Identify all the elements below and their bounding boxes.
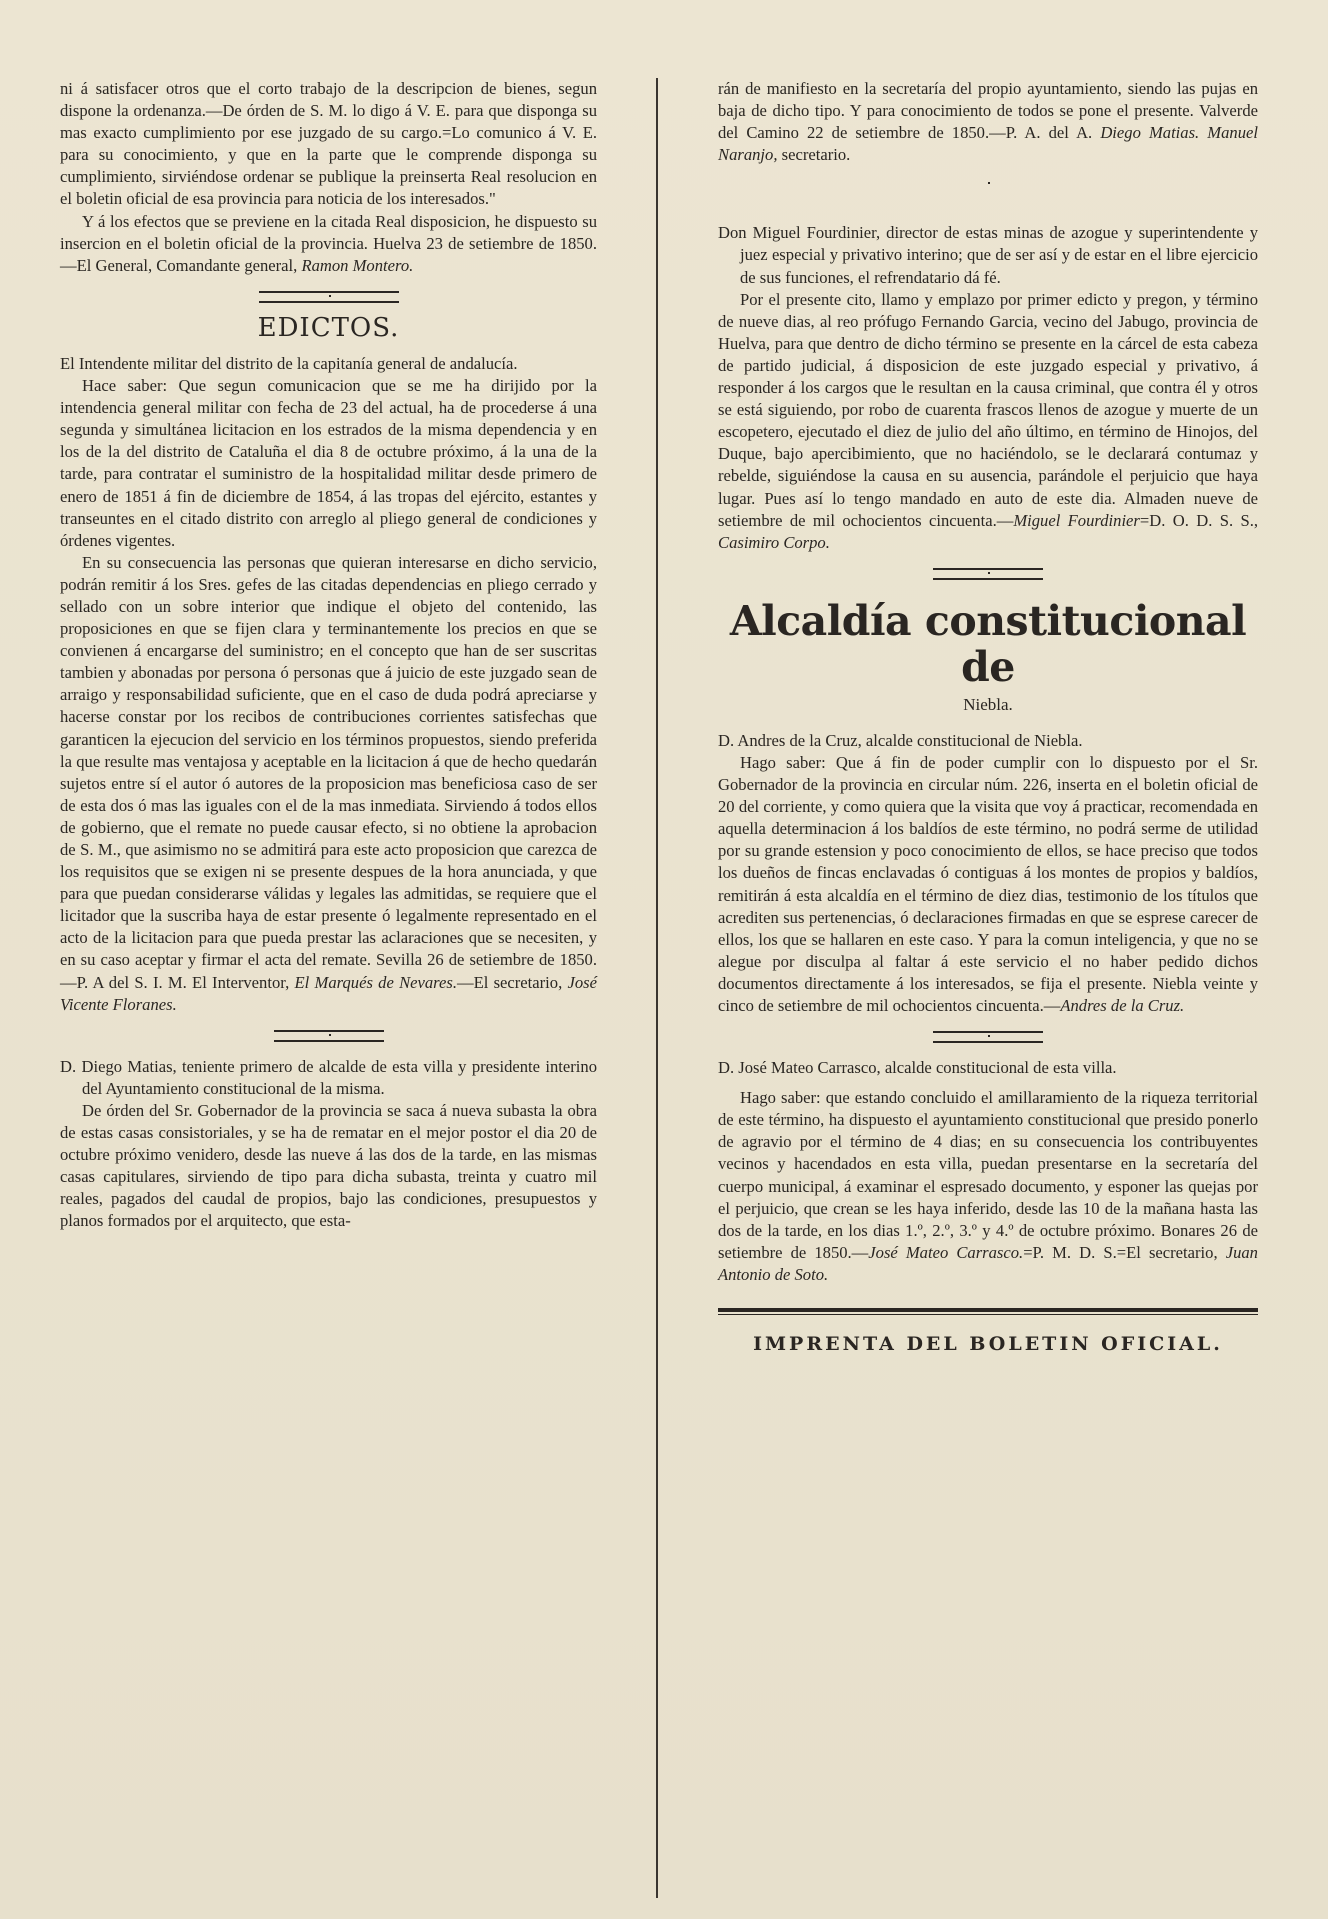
edict-heading: D. Diego Matias, teniente primero de alcalde de esta villa y presidente interino del Ayuntamiento constitucional de la misma. bbox=[60, 1056, 597, 1098]
ornament-divider bbox=[274, 1030, 384, 1042]
ornament-divider bbox=[259, 291, 399, 303]
edict-heading: Don Miguel Fourdinier, director de estas minas de azogue y superintendente y juez especial y privativo interino; que de ser así y de estar en el libre ejercicio de sus funciones, el refrendatario dá fé. bbox=[718, 223, 1258, 287]
signature: Casimiro Corpo. bbox=[718, 532, 830, 552]
signature: Ramon Montero. bbox=[301, 255, 414, 275]
column-divider bbox=[656, 78, 658, 1898]
paragraph: Por el presente cito, llamo y emplazo por primer edicto y pregon, y término de nueve dias, al reo prófugo Fernando Garcia, vecino del Jabugo, provincia de Huelva, para que dentro de dicho término se presente en la cárcel de esta cabeza de partido judicial, á disposicion de este juzgado especial y privativo, á responder á los cargos que le resultan en la causa criminal, que contra él y otros se está siguiendo, por robo de cuarenta frascos llenos de azogue y muerte de un escopetero, ejecutado el diez de julio del año último, en término de Hinojos, del Duque, bajo apercibimiento, que no haciéndolo, se le declarará contumaz y rebelde, siguiéndose la causa en su ausencia, parándole el perjuicio que haya lugar. Pues así lo tengo mandado en auto de este dia. Almaden nueve de setiembre de mil ochocientos cincuenta.—Miguel Fourdinier=D. O. D. S. S., Casimiro Corpo. bbox=[718, 289, 1258, 552]
paragraph: Hago saber: que estando concluido el amillaramiento de la riqueza territorial de este término, ha dispuesto el ayuntamiento constitucional que presido ponerlo de agravio por el término de 4 dias; en su consecuencia los contribuyentes vecinos y hacendados en esta villa, puedan presentarse en la secretaría del cuerpo municipal, á examinar el espresado documento, y esponer las quejas por el perjuicio, que crean se les haya inferido, desde las 10 de la mañana hasta las dos de la tarde, en los dias 1.º, 2.º, 3.º y 4.º de octubre próximo. Bonares 26 de setiembre de 1850.—José Mateo Carrasco.=P. M. D. S.=El secretario, Juan Antonio de Soto. bbox=[718, 1088, 1258, 1284]
section-subtitle: Niebla. bbox=[963, 694, 1013, 714]
signature: El Marqués de Nevares. bbox=[294, 972, 457, 992]
left-column bbox=[60, 78, 597, 1233]
footer-rule bbox=[718, 1308, 1258, 1315]
signature: José Mateo Carrasco. bbox=[868, 1242, 1024, 1262]
section-title-alcaldia: Alcaldía constitucional de bbox=[729, 596, 1247, 691]
paragraph: rán de manifiesto en la secretaría del propio ayuntamiento, siendo las pujas en baja de dicho tipo. Y para conocimiento de todos se pone el presente. Valverde del Camino 22 de setiembre de 1850.—P. A. del A. Diego Matias. Manuel Naranjo, secretario. bbox=[718, 79, 1258, 165]
paragraph: ni á satisfacer otros que el corto trabajo de la descripcion de bienes, segun dispone la ordenanza.—De órden de S. M. lo digo á V. E. para que disponga su mas exacto cumplimiento por ese juzgado de su cargo.=Lo comunico á V. E. para su conocimiento, y que en la parte que le comprende disponga su cumplimiento, sirviéndose ordenar se publique la preinserta Real resolucion en el boletin oficial de esa provincia para noticia de los interesados." bbox=[60, 79, 597, 209]
ornament-divider bbox=[933, 568, 1043, 580]
paragraph: De órden del Sr. Gobernador de la provincia se saca á nueva subasta la obra de estas casas consistoriales, y se ha de rematar en el mejor postor el dia 20 de octubre próximo venidero, desde las nueve á las dos de la tarde, en las mismas casas capitulares, sirviendo de tipo para dicha subasta, treinta y cuatro mil reales, pagados del caudal de propios, bajo las condiciones, presupuestos y planos formados por el arquitecto, que esta- bbox=[60, 1100, 597, 1231]
edict-heading: D. José Mateo Carrasco, alcalde constitucional de esta villa. bbox=[718, 1058, 1117, 1078]
edict-heading: El Intendente militar del distrito de la capitanía general de andalucía. bbox=[60, 353, 518, 373]
ornament-divider bbox=[933, 1031, 1043, 1043]
paragraph: Hago saber: Que á fin de poder cumplir con lo dispuesto por el Sr. Gobernador de la provincia en circular núm. 226, inserta en el boletin oficial de 20 del corriente, y como quiera que la visita que voy á practicar, recomendada en aquella determinacion á los baldíos de este término, no podrá serme de utilidad por su grande estension y poco conocimiento de ellos, se hace preciso que todos los dueños de fincas enclavadas ó contiguas á los montes de propios y baldíos, remitirán á esta alcaldía en el término de diez dias, testimonio de los títulos que acrediten sus pertenencias, ó declaraciones firmadas en que se esprese carecer de ellos, los que se hallaren en este caso. Y para la comun inteligencia, y que no se alegue por disculpa al faltar á este servicio el no haber pedido dichos documentos directamente á los interesados, se fija el presente. Niebla veinte y cinco de setiembre de mil ochocientos cincuenta.—Andres de la Cruz. bbox=[718, 752, 1258, 1015]
signature: Andres de la Cruz. bbox=[1060, 996, 1185, 1015]
signature: Diego Matias. bbox=[1100, 123, 1200, 143]
printer-imprint: IMPRENTA DEL BOLETIN OFICIAL. bbox=[753, 1333, 1223, 1356]
paragraph: Hace saber: Que segun comunicacion que se me ha dirijido por la intendencia general militar con fecha de 23 del actual, ha de procederse á una segunda y simultánea licitacion en los estrados de la misma dependencia y en los de la del distrito de Cataluña el dia 8 de octubre próximo, á la una de la tarde, para contratar el suministro de la hospitalidad militar desde primero de enero de 1851 á fin de diciembre de 1854, á las tropas del ejército, estantes y transeuntes en el citado distrito con arreglo al pliego general de condiciones y órdenes vigentes. bbox=[60, 376, 597, 550]
signature: Miguel Fourdinier bbox=[1013, 510, 1140, 530]
signature: Juan Antonio de Soto. bbox=[718, 1242, 1258, 1284]
paragraph: En su consecuencia las personas que quieran interesarse en dicho servicio, podrán remitir á los Sres. gefes de las citadas dependencias en pliego cerrado y sellado con un sobre interior que indique el objeto del contenido, las proposiciones en que se fijen clara y terminantemente los precios en que se convienen á encargarse del suministro; en el concepto que han de ser suscritas tambien y abonadas por persona ó personas que á juicio de este juzgado sean de arraigo y responsabilidad suficiente, que en el caso de duda podrá apreciarse y hacerse constar por los recibos de contribuciones corrientes satisfechas que garanticen la ejecucion del servicio en los términos propuestos, siendo preferida la que resulte mas ventajosa y aceptable en la licitacion á que de hecho quedarán sujetos entre sí el autor ó autores de la proposicion mas beneficiosa caso de ser de esta dos ó mas las iguales con el de la mas inmediata. Sirviendo á todos ellos de gobierno, que el remate no puede causar efecto, si no obtiene la aprobacion de S. M., que asimismo no se admitirá para este acto proposicion que carezca de los requisitos que se exigen ni se presente despues de la hora anunciada, y que para que puedan considerarse válidas y legales las admitidas, se requiere que el licitador que la suscriba haya de estar presente ó legalmente representado en el acto de la licitacion para que pueda prestar las aclaraciones que se necesiten, y en su caso aceptar y firmar el acta del remate. Sevilla 26 de setiembre de 1850.—P. A del S. I. M. El Interventor, El Marqués de Nevares.—El secretario, José Vicente Floranes. bbox=[60, 552, 597, 1014]
section-title-edictos: EDICTOS. bbox=[257, 312, 400, 343]
edict-heading: D. Andres de la Cruz, alcalde constitucional de Niebla. bbox=[718, 730, 1083, 750]
paragraph: Y á los efectos que se previene en la citada Real disposicion, he dispuesto su insercion en el boletin oficial de la provincia. Huelva 23 de setiembre de 1850.—El General, Comandante general, Ramon Montero. bbox=[60, 211, 597, 275]
right-column bbox=[718, 78, 1258, 1355]
signature: Manuel Naranjo, bbox=[718, 123, 1258, 165]
signature: José Vicente Floranes. bbox=[60, 972, 597, 1014]
